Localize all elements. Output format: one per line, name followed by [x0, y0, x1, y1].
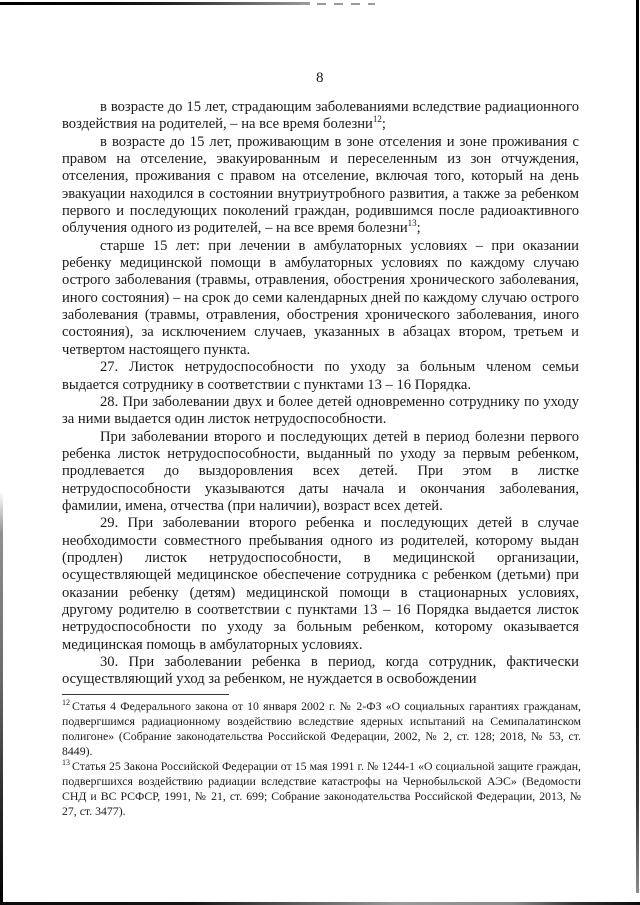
paragraph: в возрасте до 15 лет, страдающим заболеваниями вследствие радиационного воздействия на родителей, – на все время болезни$^{12}$;	[62, 99, 579, 133]
scan-edge-top	[0, 2, 310, 5]
footnote	[62, 759, 581, 819]
scan-edge-left	[0, 492, 3, 905]
paragraph: При заболевании второго и последующих детей в период болезни первого ребенка листок нетрудоспособности, выданный по уходу за первым ребенком, продлевается до выздоровления всех детей. При этом в листке нетрудоспособности указываются даты начала и окончания заболевания, фамилии, имена, отчества (при наличии), возраст всех детей.	[62, 428, 579, 514]
footnote-marker: 13	[62, 758, 70, 768]
scan-edge-top-dashes	[300, 3, 375, 5]
footnote-separator	[62, 694, 229, 695]
body-text	[62, 99, 579, 689]
paragraph: в возрасте до 15 лет, проживающим в зоне отселения и зоне проживания с правом на отселение, эвакуированным и переселенным из зон отчуждения, отселения, проживания с правом на отселение, включая того, который на день эвакуации находился в состоянии внутриутробного развития, а также за ребенком первого и последующих поколений граждан, родившимся после радиоактивного облучения одного из родителей, – на все время болезни$^{13}$;	[62, 133, 579, 237]
footnotes	[62, 699, 581, 819]
paragraph: 30. При заболевании ребенка в период, когда сотрудник, фактически осуществляющий уход за ребенком, не нуждается в освобождении	[62, 654, 579, 688]
footnote-text: Статья 4 Федерального закона от 10 января 2002 г. № 2-ФЗ «О социальных гарантиях гражданам, подвергшимся радиационному воздействию вследствие ядерных испытаний на Семипалатинском полигоне» (Собрание законодательства Российской Федерации, 2002, № 2, ст. 128; 2018, № 53, ст. 8449).	[62, 699, 581, 758]
footnote-text: Статья 25 Закона Российской Федерации от 15 мая 1991 г. № 1244-1 «О социальной защите граждан, подвергшихся воздействию радиации вследствие катастрофы на Чернобыльской АЭС» (Ведомости СНД и ВС РСФСР, 1991, № 21, ст. 699; Собрание законодательства Российской Федерации, 2013, № 27, ст. 3477).	[62, 759, 581, 818]
paragraph: старше 15 лет: при лечении в амбулаторных условиях – при оказании ребенку медицинской помощи в амбулаторных условиях по каждому случаю острого заболевания (травмы, отравления, обострения хронического заболевания, иного состояния) – на срок до семи календарных дней по каждому случаю острого заболевания (травмы, отравления, обострения хронического заболевания, иного состояния), за исключением случаев, указанных в абзацах втором, третьем и четвертом настоящего пункта.	[62, 237, 579, 358]
footnote-ref: 13	[407, 218, 417, 229]
paragraph: 27. Листок нетрудоспособности по уходу за больным членом семьи выдается сотруднику в соответствии с пунктами 13 – 16 Порядка.	[62, 359, 579, 393]
footnote-marker: 12	[62, 698, 70, 708]
paragraph: 29. При заболевании второго ребенка и последующих детей в случае необходимости совместного пребывания одного из родителей, которому выдан (продлен) листок нетрудоспособности, в медицинской организации, осуществляющей медицинское обеспечение сотрудника с ребенком (детьми) при оказании ребенку (детям) медицинской помощи в стационарных условиях, другому родителю в соответствии с пунктами 13 – 16 Порядка выдается листок нетрудоспособности по уходу за больным ребенком, которому оказывается медицинская помощь в амбулаторных условиях.	[62, 515, 579, 653]
scan-edge-right	[636, 0, 639, 893]
page-number: 8	[316, 70, 324, 86]
footnote	[62, 699, 581, 759]
footnote-ref: 12	[372, 114, 382, 125]
paragraph: 28. При заболевании двух и более детей одновременно сотруднику по уходу за ними выдается один листок нетрудоспособности.	[62, 393, 579, 428]
